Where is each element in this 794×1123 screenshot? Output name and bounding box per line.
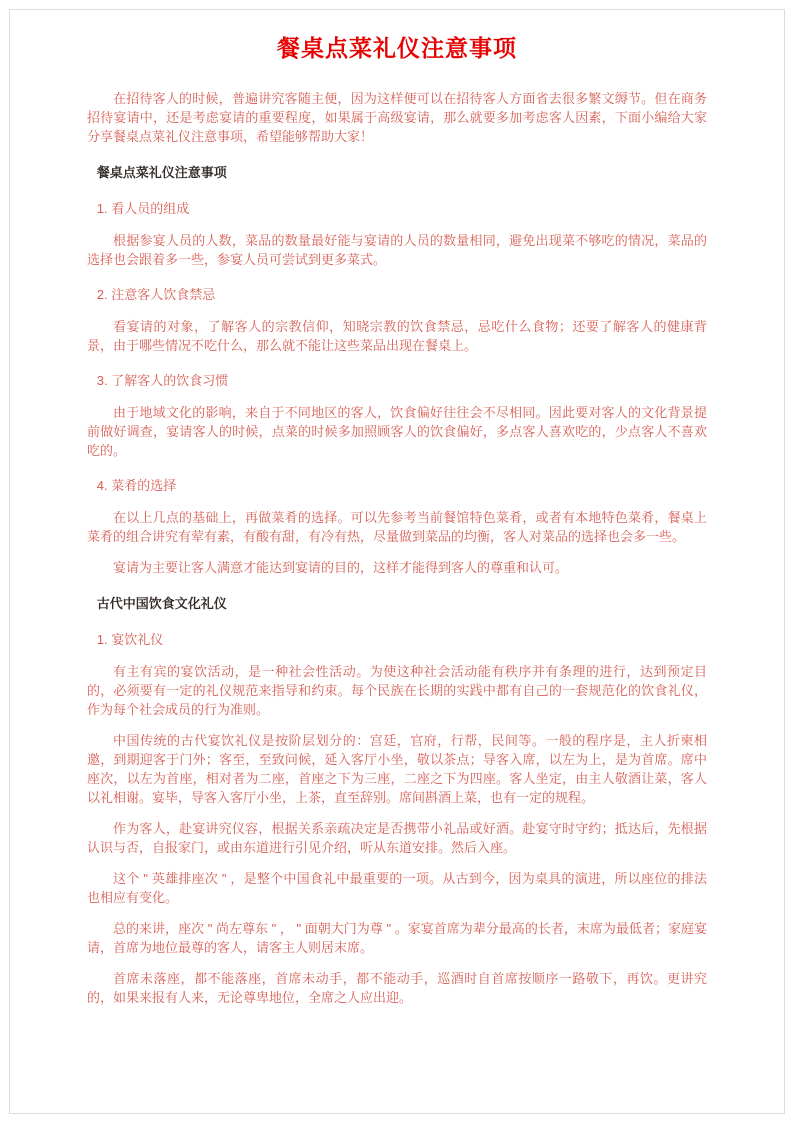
paragraph: 根据参宴人员的人数，菜品的数量最好能与宴请的人员的数量相同，避免出现菜不够吃的情况，菜品的选择也会跟着多一些，参宴人员可尝试到更多菜式。 — [87, 233, 707, 267]
paragraph: 宴请为主要让客人满意才能达到宴请的目的，这样才能得到客人的尊重和认可。 — [113, 560, 569, 575]
section-heading: 古代中国饮食文化礼仪 — [96, 596, 227, 611]
paragraph: 作为客人，赴宴讲究仪容，根据关系亲疏决定是否携带小礼品或好酒。赴宴守时守约；抵达后，先根据认识与否，自报家门，或由东道进行引见介绍，听从东道安排。然后入座。 — [87, 821, 707, 855]
paragraph: 有主有宾的宴饮活动，是一种社会性活动。为使这种社会活动能有秩序并有条理的进行，达到预定目的，必须要有一定的礼仪规范来指导和约束。每个民族在长期的实践中都有自己的一套规范化的饮食礼仪，作为每个社会成员的行为准则。 — [87, 664, 707, 717]
paragraph: 首席未落座，都不能落座，首席未动手，都不能动手，巡酒时自首席按顺序一路敬下，再饮。更讲究的，如果来报有人来，无论尊卑地位，全席之人应出迎。 — [87, 971, 707, 1005]
paragraph: 看宴请的对象，了解客人的宗教信仰，知晓宗教的饮食禁忌，忌吃什么食物；还要了解客人的健康背景，由于哪些情况不吃什么，那么就不能让这些菜品出现在餐桌上。 — [87, 319, 707, 353]
document-title: 餐桌点菜礼仪注意事项 — [277, 35, 517, 61]
numbered-subheading: 2. 注意客人饮食禁忌 — [96, 287, 216, 302]
paragraph: 这个 " 英雄排座次 " ，是整个中国食礼中最重要的一项。从古到今，因为桌具的演进，所以座位的排法也相应有变化。 — [87, 871, 707, 905]
paragraph: 总的来讲，座次 " 尚左尊东 " ， " 面朝大门为尊 " 。家宴首席为辈分最高的长者，末席为最低者；家庭宴请，首席为地位最尊的客人，请客主人则居末席。 — [87, 921, 707, 955]
numbered-subheading: 1. 宴饮礼仪 — [96, 632, 164, 647]
numbered-subheading: 1. 看人员的组成 — [96, 201, 190, 216]
paragraph: 在招待客人的时候，普遍讲究客随主便，因为这样便可以在招待客人方面省去很多繁文缛节。但在商务招待宴请中，还是考虑宴请的重要程度，如果属于高级宴请，那么就要多加考虑客人因素，下面小编给大家分享餐桌点菜礼仪注意事项，希望能够帮助大家！ — [87, 91, 707, 144]
paragraph: 由于地域文化的影响，来自于不同地区的客人，饮食偏好往往会不尽相同。因此要对客人的文化背景提前做好调查，宴请客人的时候，点菜的时候多加照顾客人的饮食偏好，多点客人喜欢吃的，少点客人不喜欢吃的。 — [87, 405, 707, 458]
paragraph: 中国传统的古代宴饮礼仪是按阶层划分的：宫廷，官府，行帮，民间等。一般的程序是，主人折柬相邀，到期迎客于门外；客至，至致问候，延入客厅小坐，敬以茶点；导客入席，以左为上，是为首席。席中座次，以左为首座，相对者为二座，首座之下为三座，二座之下为四座。客人坐定，由主人敬酒让菜，客人以礼相谢。宴毕，导客入客厅小坐，上茶，直至辞别。席间斟酒上菜，也有一定的规程。 — [87, 733, 707, 805]
section-heading: 餐桌点菜礼仪注意事项 — [96, 165, 227, 180]
numbered-subheading: 3. 了解客人的饮食习惯 — [96, 373, 229, 388]
paragraph: 在以上几点的基础上，再做菜肴的选择。可以先参考当前餐馆特色菜肴，或者有本地特色菜肴，餐桌上菜肴的组合讲究有荤有素，有酸有甜，有冷有热，尽量做到菜品的均衡，客人对菜品的选择也会多一些。 — [87, 510, 707, 544]
numbered-subheading: 4. 菜肴的选择 — [96, 478, 177, 493]
